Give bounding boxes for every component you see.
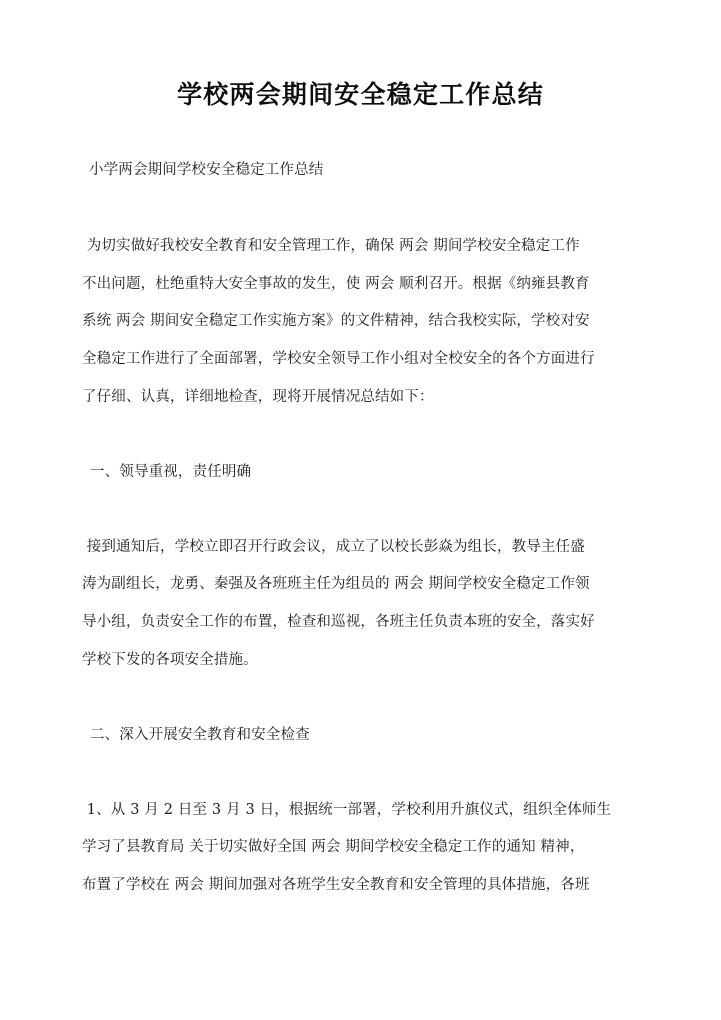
paragraph-line: 为切实做好我校安全教育和安全管理工作，确保 两会 期间学校安全稳定工作: [82, 237, 580, 254]
paragraph-line: 导小组，负责安全工作的布置，检查和巡视，各班主任负责本班的安全，落实好: [82, 614, 595, 631]
paragraph-line: 全稳定工作进行了全面部署，学校安全领导工作小组对全校安全的各个方面进行: [82, 351, 595, 368]
document-body: [0, 152, 721, 905]
paragraph-line: 布置了学校在 两会 期间加强对各班学生安全教育和安全管理的具体措施，各班: [82, 877, 590, 894]
paragraph-line: 1、从 3 月 2 日至 3 月 3 日，根据统一部署，学校利用升旗仪式，组织全体师生: [82, 801, 612, 818]
paragraph-section-2: [82, 792, 641, 905]
spacer: [82, 755, 641, 792]
paragraph-line: 学校下发的各项安全措施。: [82, 651, 258, 668]
paragraph-line: 了仔细、认真，详细地检查，现将开展情况总结如下：: [82, 388, 434, 405]
section-heading-2: 二、深入开展安全教育和安全检查: [90, 726, 310, 743]
paragraph-line: 涛为副组长，龙勇、秦强及各班班主任为组员的 两会 期间学校安全稳定工作领: [82, 576, 590, 593]
paragraph-line: 系统 两会 期间安全稳定工作实施方案》的文件精神，结合我校实际，学校对安: [82, 313, 590, 330]
section-heading-1: 一、领导重视，责任明确: [90, 463, 252, 480]
paragraph-intro: [82, 228, 641, 417]
spacer: [82, 680, 641, 717]
paragraph-line: 学习了县教育局 关于切实做好全国 两会 期间学校安全稳定工作的通知 精神，: [82, 839, 585, 856]
paragraph-line: 不出问题，杜绝重特大安全事故的发生，使 两会 顺利召开。根据《纳雍县教育: [82, 275, 590, 292]
spacer: [82, 492, 641, 529]
paragraph-section-1: [82, 529, 641, 680]
spacer: [82, 190, 641, 228]
document-subtitle: 小学两会期间学校安全稳定工作总结: [89, 162, 324, 178]
paragraph-line: 接到通知后，学校立即召开行政会议，成立了以校长彭焱为组长，教导主任盛: [82, 538, 585, 555]
spacer: [82, 417, 641, 454]
page-title: 学校两会期间安全稳定工作总结: [177, 80, 544, 109]
